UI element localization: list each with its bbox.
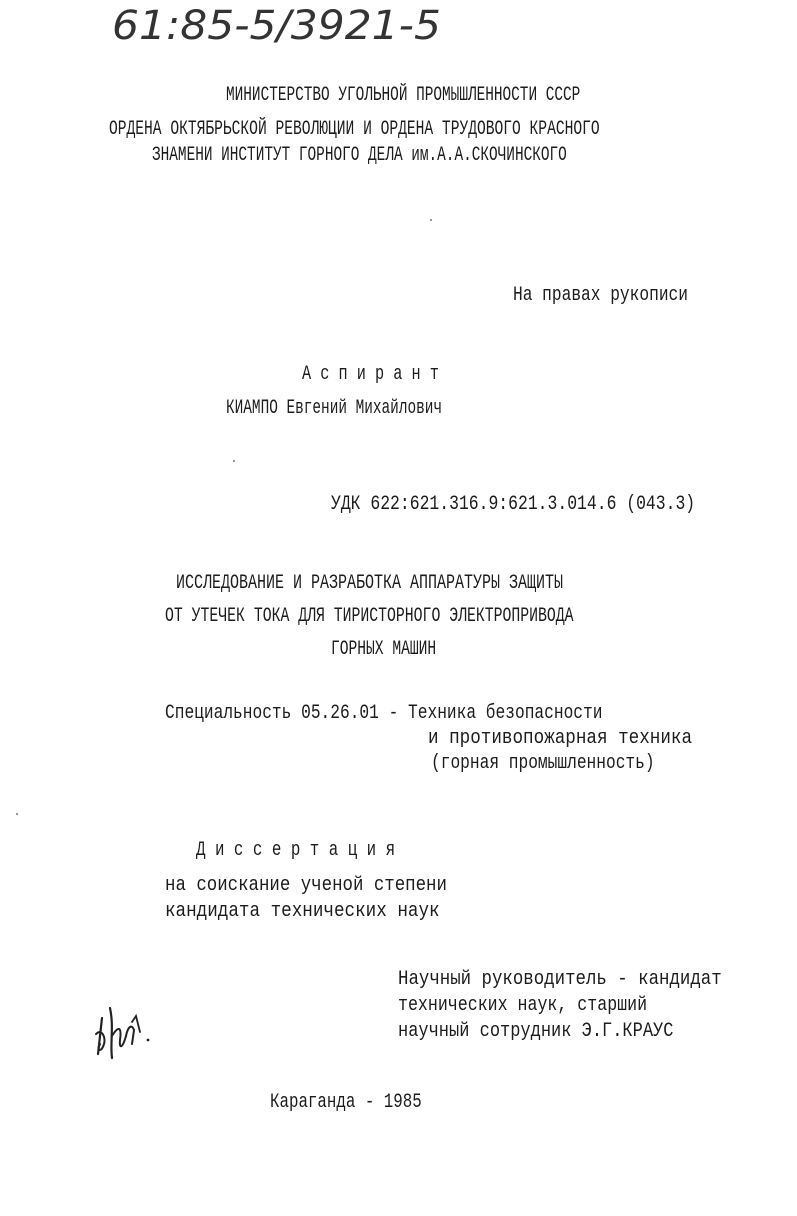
supervisor-line-1: Научный руководитель - кандидат <box>398 968 722 991</box>
title-line-2: ОТ УТЕЧЕК ТОКА ДЛЯ ТИРИСТОРНОГО ЭЛЕКТРОПРИВОДА <box>165 605 574 628</box>
scan-speck <box>233 460 235 462</box>
dissertation-heading: Д и с с е р т а ц и я <box>196 839 396 862</box>
place-year: Караганда - 1985 <box>270 1091 422 1114</box>
specialty-line-3: (горная промышленность) <box>431 752 655 775</box>
scan-speck <box>430 219 432 221</box>
archive-number-handwritten: 61:85-5/3921-5 <box>112 3 441 49</box>
rights-note: На правах рукописи <box>513 284 688 307</box>
supervisor-line-2: технических наук, старший <box>398 994 648 1017</box>
title-line-3: ГОРНЫХ МАШИН <box>331 638 437 661</box>
header-ministry: МИНИСТЕРСТВО УГОЛЬНОЙ ПРОМЫШЛЕННОСТИ СССР <box>226 84 581 107</box>
author-role: А с п и р а н т <box>302 363 439 386</box>
scan-speck <box>16 813 18 815</box>
degree-line-2: кандидата технических наук <box>165 900 440 923</box>
specialty-line-1: Специальность 05.26.01 - Техника безопасности <box>165 702 603 725</box>
specialty-line-2: и противопожарная техника <box>428 727 693 750</box>
degree-line-1: на соискание ученой степени <box>165 874 447 897</box>
title-line-1: ИССЛЕДОВАНИЕ И РАЗРАБОТКА АППАРАТУРЫ ЗАЩИТЫ <box>176 572 564 595</box>
supervisor-line-3: научный сотрудник Э.Г.КРАУС <box>398 1020 674 1043</box>
signature-mark <box>92 996 156 1066</box>
header-order-line: ОРДЕНА ОКТЯБРЬСКОЙ РЕВОЛЮЦИИ И ОРДЕНА ТРУДОВОГО КРАСНОГО <box>109 118 600 141</box>
header-institute-name: ЗНАМЕНИ ИНСТИТУТ ГОРНОГО ДЕЛА им.А.А.СКОЧИНСКОГО <box>152 144 567 167</box>
author-name: КИАМПО Евгений Михайлович <box>226 397 443 420</box>
udc-code: УДК 622:621.316.9:621.3.014.6 (043.3) <box>331 493 696 516</box>
